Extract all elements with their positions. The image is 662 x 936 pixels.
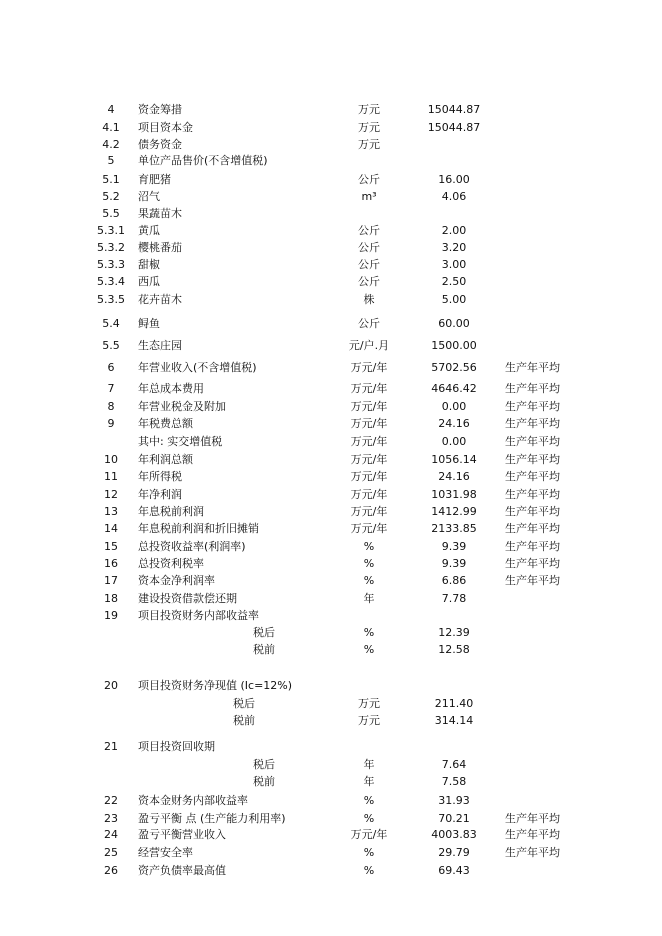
row-value: 6.86 (441, 574, 467, 587)
row-note: 生产年平均 (505, 361, 560, 374)
row-note: 生产年平均 (505, 540, 560, 553)
row-value: 211.40 (434, 697, 474, 710)
row-number: 19 (104, 609, 118, 622)
row-item: 沼气 (138, 190, 160, 203)
row-item: 盈亏平衡营业收入 (138, 828, 226, 841)
row-value: 2.50 (441, 275, 467, 288)
row-item: 年利润总额 (138, 453, 193, 466)
row-value: 9.39 (441, 540, 467, 553)
row-value: 5702.56 (431, 361, 477, 374)
row-note: 生产年平均 (505, 846, 560, 859)
row-number: 14 (104, 522, 118, 535)
row-unit: 年 (363, 758, 375, 771)
row-value: 31.93 (438, 794, 470, 807)
row-item: 年营业收入(不含增值税) (138, 361, 257, 374)
table-row (0, 101, 662, 118)
row-item: 债务资金 (138, 138, 182, 151)
row-unit: % (363, 864, 375, 877)
row-unit: 公斤 (358, 173, 380, 186)
row-item: 花卉苗木 (138, 293, 182, 306)
row-number: 26 (104, 864, 118, 877)
row-value: 7.78 (441, 592, 467, 605)
row-number: 5.3.3 (97, 258, 125, 271)
row-unit: 万元 (358, 714, 380, 727)
row-number: 15 (104, 540, 118, 553)
row-item: 经营安全率 (138, 846, 193, 859)
row-number: 24 (104, 828, 118, 841)
row-item: 盈亏平衡 点 (生产能力利用率) (138, 812, 286, 825)
row-note: 生产年平均 (505, 488, 560, 501)
row-note: 生产年平均 (505, 812, 560, 825)
row-unit: 公斤 (358, 275, 380, 288)
row-item: 项目投资财务内部收益率 (138, 609, 259, 622)
row-item: 项目投资回收期 (138, 740, 215, 753)
row-value: 24.16 (438, 417, 470, 430)
row-number: 5.3.1 (97, 224, 125, 237)
row-value: 4003.83 (431, 828, 477, 841)
row-number: 7 (107, 382, 115, 395)
row-note: 生产年平均 (505, 522, 560, 535)
row-item: 育肥猪 (138, 173, 171, 186)
row-number: 22 (104, 794, 118, 807)
row-unit: % (363, 643, 375, 656)
row-number: 5.5 (102, 339, 120, 352)
row-unit: 株 (363, 293, 375, 306)
row-unit: 万元 (358, 697, 380, 710)
table-row (0, 222, 662, 239)
row-value: 4646.42 (431, 382, 477, 395)
row-item: 资本金净利润率 (138, 574, 215, 587)
table-row (0, 695, 662, 712)
row-number: 5.2 (102, 190, 120, 203)
row-value: 24.16 (438, 470, 470, 483)
table-row (0, 572, 662, 589)
row-unit: 万元/年 (350, 382, 388, 395)
table-row (0, 826, 662, 843)
row-item: 年息税前利润 (138, 505, 204, 518)
row-value: 15044.87 (427, 103, 481, 116)
row-unit: 公斤 (358, 241, 380, 254)
table-row (0, 205, 662, 222)
row-value: 16.00 (438, 173, 470, 186)
row-unit: 年 (363, 592, 375, 605)
row-note: 生产年平均 (505, 417, 560, 430)
row-item: 年税费总额 (138, 417, 193, 430)
row-value: 2133.85 (431, 522, 477, 535)
table-row (0, 810, 662, 827)
table-row (0, 337, 662, 354)
row-unit: 万元/年 (350, 453, 388, 466)
table-row (0, 256, 662, 273)
row-item: 生态庄园 (138, 339, 182, 352)
table-row (0, 792, 662, 809)
row-item: 其中: 实交增值税 (138, 435, 223, 448)
row-unit: % (363, 626, 375, 639)
row-number: 5.5 (102, 207, 120, 220)
row-number: 21 (104, 740, 118, 753)
table-row (0, 291, 662, 308)
row-number: 23 (104, 812, 118, 825)
row-value: 4.06 (441, 190, 467, 203)
table-row (0, 468, 662, 485)
table-row (0, 433, 662, 450)
row-number: 9 (107, 417, 115, 430)
row-note: 生产年平均 (505, 574, 560, 587)
row-number: 10 (104, 453, 118, 466)
row-number: 5 (107, 154, 115, 167)
row-value: 9.39 (441, 557, 467, 570)
row-number: 5.3.5 (97, 293, 125, 306)
row-unit: 年 (363, 775, 375, 788)
row-item: 总投资利税率 (138, 557, 204, 570)
row-value: 7.58 (441, 775, 467, 788)
row-value: 3.00 (441, 258, 467, 271)
row-note: 生产年平均 (505, 435, 560, 448)
row-number: 12 (104, 488, 118, 501)
row-number: 16 (104, 557, 118, 570)
table-row (0, 486, 662, 503)
table-row (0, 171, 662, 188)
row-unit: 万元 (358, 138, 380, 151)
table-row (0, 273, 662, 290)
row-number: 5.3.2 (97, 241, 125, 254)
table-row (0, 415, 662, 432)
table-row (0, 239, 662, 256)
row-item: 总投资收益率(利润率) (138, 540, 246, 553)
row-value: 1412.99 (431, 505, 477, 518)
row-value: 1056.14 (431, 453, 477, 466)
table-row (0, 712, 662, 729)
row-unit: 万元/年 (350, 400, 388, 413)
table-row (0, 773, 662, 790)
table-row (0, 738, 662, 755)
row-item: 年息税前利润和折旧摊销 (138, 522, 259, 535)
row-unit: 万元/年 (350, 361, 388, 374)
row-number: 25 (104, 846, 118, 859)
row-value: 1500.00 (431, 339, 477, 352)
row-number: 13 (104, 505, 118, 518)
row-unit: 公斤 (358, 224, 380, 237)
row-value: 2.00 (441, 224, 467, 237)
row-item: 税前 (233, 714, 255, 727)
row-unit: 万元/年 (350, 488, 388, 501)
row-item: 年总成本费用 (138, 382, 204, 395)
row-unit: % (363, 540, 375, 553)
row-item: 建设投资借款偿还期 (138, 592, 237, 605)
row-item: 税后 (233, 697, 255, 710)
row-item: 单位产品售价(不含增值税) (138, 154, 268, 167)
row-note: 生产年平均 (505, 505, 560, 518)
row-number: 5.3.4 (97, 275, 125, 288)
row-value: 29.79 (438, 846, 470, 859)
row-unit: % (363, 846, 375, 859)
row-number: 4.2 (102, 138, 120, 151)
row-number: 18 (104, 592, 118, 605)
row-number: 4 (107, 103, 115, 116)
row-value: 0.00 (441, 435, 467, 448)
table-row (0, 451, 662, 468)
table-row (0, 590, 662, 607)
row-unit: 万元/年 (350, 828, 388, 841)
table-row (0, 520, 662, 537)
table-row (0, 136, 662, 153)
row-note: 生产年平均 (505, 382, 560, 395)
row-item: 项目投资财务净现值 (Ic=12%) (138, 679, 293, 692)
table-row (0, 359, 662, 376)
row-unit: 万元/年 (350, 470, 388, 483)
row-item: 税后 (253, 758, 275, 771)
row-item: 樱桃番茄 (138, 241, 182, 254)
row-number: 20 (104, 679, 118, 692)
row-unit: m³ (361, 190, 377, 203)
row-unit: 元/户.月 (348, 339, 390, 352)
row-value: 69.43 (438, 864, 470, 877)
row-item: 甜椒 (138, 258, 160, 271)
table-row (0, 844, 662, 861)
row-unit: 公斤 (358, 317, 380, 330)
table-row (0, 503, 662, 520)
table-row (0, 398, 662, 415)
row-note: 生产年平均 (505, 557, 560, 570)
row-item: 年营业税金及附加 (138, 400, 226, 413)
row-unit: % (363, 812, 375, 825)
row-item: 果蔬苗木 (138, 207, 182, 220)
row-unit: 万元/年 (350, 435, 388, 448)
row-number: 8 (107, 400, 115, 413)
row-unit: 万元/年 (350, 505, 388, 518)
row-value: 60.00 (438, 317, 470, 330)
row-note: 生产年平均 (505, 400, 560, 413)
table-row (0, 119, 662, 136)
row-item: 年所得税 (138, 470, 182, 483)
row-item: 资金筹措 (138, 103, 182, 116)
row-note: 生产年平均 (505, 470, 560, 483)
row-unit: 万元 (358, 103, 380, 116)
row-unit: 万元/年 (350, 417, 388, 430)
row-number: 5.4 (102, 317, 120, 330)
row-note: 生产年平均 (505, 453, 560, 466)
table-row (0, 188, 662, 205)
row-value: 12.58 (438, 643, 470, 656)
row-number: 4.1 (102, 121, 120, 134)
row-unit: 公斤 (358, 258, 380, 271)
row-note: 生产年平均 (505, 828, 560, 841)
table-row (0, 555, 662, 572)
row-item: 黄瓜 (138, 224, 160, 237)
row-number: 5.1 (102, 173, 120, 186)
row-item: 税后 (253, 626, 275, 639)
table-row (0, 756, 662, 773)
table-row (0, 538, 662, 555)
table-row (0, 862, 662, 879)
table-row (0, 152, 662, 169)
row-item: 税前 (253, 775, 275, 788)
row-unit: 万元/年 (350, 522, 388, 535)
row-unit: % (363, 557, 375, 570)
row-unit: % (363, 794, 375, 807)
table-row (0, 607, 662, 624)
row-value: 7.64 (441, 758, 467, 771)
table-row (0, 380, 662, 397)
row-value: 3.20 (441, 241, 467, 254)
row-value: 1031.98 (431, 488, 477, 501)
row-item: 西瓜 (138, 275, 160, 288)
row-unit: 万元 (358, 121, 380, 134)
row-number: 11 (104, 470, 118, 483)
table-row (0, 641, 662, 658)
row-number: 17 (104, 574, 118, 587)
row-value: 15044.87 (427, 121, 481, 134)
row-item: 鲟鱼 (138, 317, 160, 330)
row-value: 0.00 (441, 400, 467, 413)
row-item: 资产负债率最高值 (138, 864, 226, 877)
row-value: 5.00 (441, 293, 467, 306)
table-row (0, 677, 662, 694)
row-value: 12.39 (438, 626, 470, 639)
row-item: 年净利润 (138, 488, 182, 501)
row-number: 6 (107, 361, 115, 374)
row-item: 项目资本金 (138, 121, 193, 134)
row-unit: % (363, 574, 375, 587)
row-item: 税前 (253, 643, 275, 656)
row-value: 314.14 (434, 714, 474, 727)
row-item: 资本金财务内部收益率 (138, 794, 248, 807)
table-row (0, 315, 662, 332)
table-row (0, 624, 662, 641)
row-value: 70.21 (438, 812, 470, 825)
